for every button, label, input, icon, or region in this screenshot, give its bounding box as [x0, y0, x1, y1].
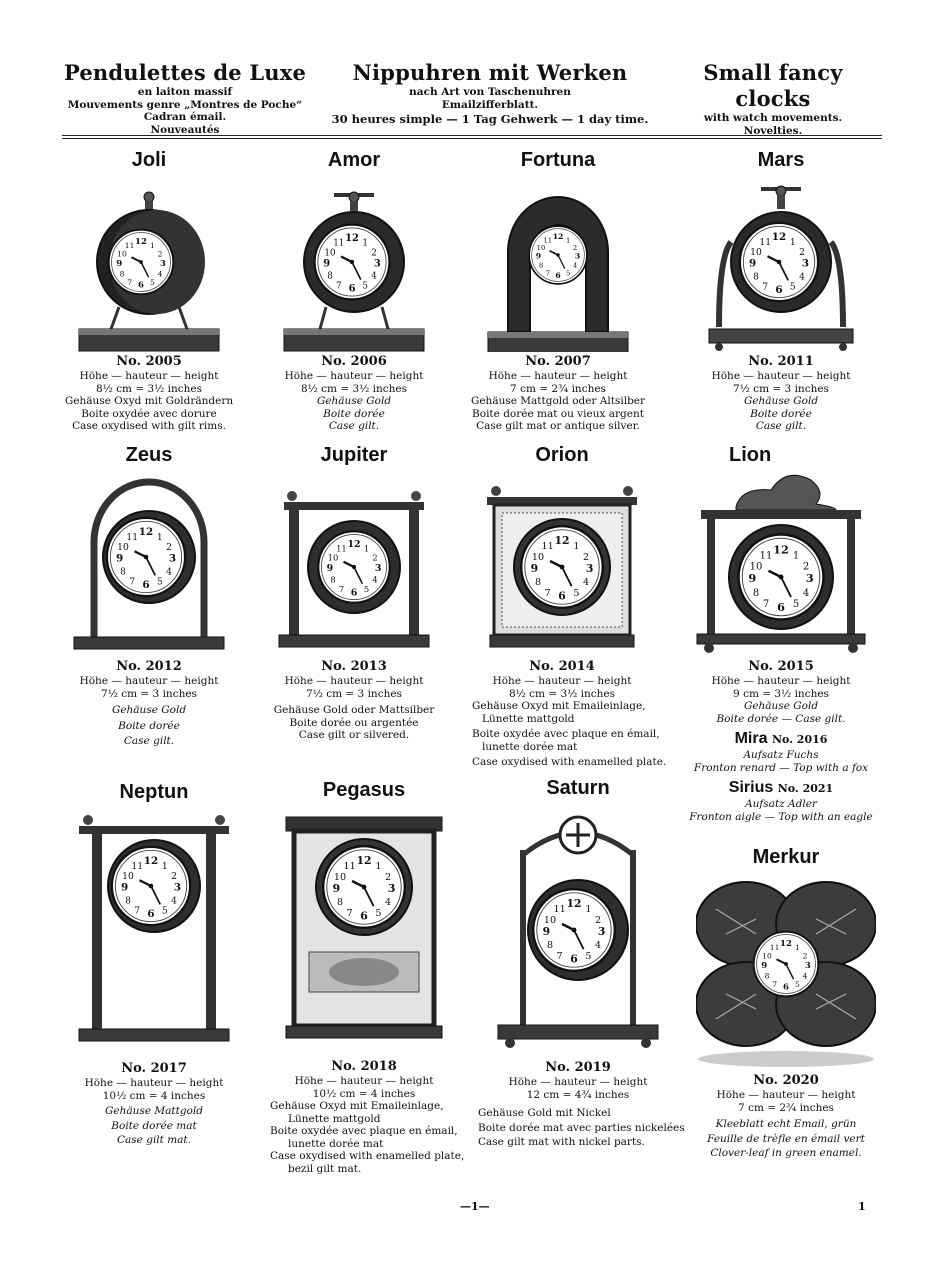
product-number: No. 2006 — [321, 354, 387, 369]
spec-line: Case gilt mat with nickel parts. — [478, 1136, 645, 1148]
spec-line: Höhe — hauteur — height — [79, 370, 219, 382]
spec-line: Boite oxydée avec plaque en émail, — [472, 728, 660, 740]
clock-merkur-icon — [696, 869, 876, 1071]
clock-pegasus-icon — [279, 802, 449, 1057]
product-name: Pegasus — [322, 779, 406, 801]
clock-saturn-icon — [493, 800, 663, 1058]
header-left-line: en laiton massif — [137, 86, 233, 98]
spec-line: lunette dorée mat — [482, 740, 578, 753]
spec-line: Lünette mattgold — [288, 1112, 381, 1125]
spec-line: Case oxydised with gilt rims. — [72, 420, 226, 432]
header-center-line: nach Art von Taschenuhren — [409, 86, 571, 98]
spec-line: Gehäuse Mattgold oder Altsilber — [470, 395, 646, 407]
spec-line: 7 cm = 2¾ inches — [510, 382, 606, 395]
extra-item-mira — [681, 729, 881, 749]
spec-line: Boite dorée mat — [111, 1119, 197, 1132]
spec-line: 7 cm = 2¾ inches — [738, 1101, 834, 1114]
spec-line: Case oxydised with enamelled plate, — [270, 1150, 465, 1162]
product-number: No. 2013 — [321, 659, 387, 674]
header-right-title: Small fancy clocks — [703, 60, 843, 111]
clock-joli-icon — [64, 172, 234, 352]
spec-line: Höhe — hauteur — height — [84, 1077, 224, 1089]
spec-line: 8½ cm = 3½ inches — [508, 687, 616, 700]
product-name: Lion — [729, 444, 772, 466]
product-card — [681, 148, 881, 433]
header-left — [60, 60, 310, 136]
product-card — [254, 443, 454, 742]
clock-jupiter-icon — [269, 467, 439, 657]
spec-line: Case gilt mat. — [116, 1134, 191, 1146]
clock-zeus-icon — [64, 467, 234, 657]
clock-neptun-icon — [69, 804, 239, 1059]
product-name: Saturn — [546, 777, 610, 799]
product-number: No. 2019 — [545, 1060, 611, 1075]
header-right-line: with watch movements. — [703, 112, 843, 124]
header-rule — [62, 135, 882, 136]
spec-line: 7½ cm = 3 inches — [101, 687, 197, 700]
header-left-title: Pendulettes de Luxe — [63, 60, 307, 85]
spec-line: Feuille de trèfle en émail vert — [707, 1132, 865, 1145]
spec-line: Gehäuse Oxyd mit Emaileinlage, — [270, 1100, 444, 1112]
product-card — [49, 443, 249, 748]
product-number: No. 2014 — [529, 659, 595, 674]
spec-line: 7½ cm = 3 inches — [733, 382, 829, 395]
header-left-line: Nouveautés — [150, 123, 220, 136]
spec-line: 10½ cm = 4 inches — [312, 1087, 416, 1100]
product-number: No. 2012 — [116, 659, 182, 674]
product-number: No. 2007 — [525, 354, 591, 369]
spec-line: Gehäuse Oxyd mit Emaileinlage, — [472, 700, 646, 712]
spec-line: Boite dorée mat ou vieux argent — [472, 407, 644, 420]
clock-mars-icon — [696, 172, 866, 352]
spec-line: Boite dorée mat avec parties nickelées — [478, 1121, 685, 1134]
spec-line: Case gilt. — [755, 420, 807, 432]
extra-line: Aufsatz Fuchs — [743, 749, 819, 761]
extra-item-sirius — [681, 778, 881, 798]
spec-line: 8½ cm = 3½ inches — [300, 382, 408, 395]
spec-line: Gehäuse Gold mit Nickel — [478, 1107, 611, 1119]
product-name: Neptun — [119, 781, 189, 803]
spec-line: Höhe — hauteur — height — [294, 1075, 434, 1087]
spec-line: Höhe — hauteur — height — [79, 675, 219, 687]
spec-line: Höhe — hauteur — height — [488, 370, 628, 382]
spec-line: bezil gilt mat. — [288, 1162, 362, 1175]
spec-line: 10½ cm = 4 inches — [102, 1089, 206, 1102]
product-card — [458, 148, 658, 433]
clock-orion-icon — [477, 467, 647, 657]
extra-line: Aufsatz Adler — [745, 798, 817, 810]
product-name: Orion — [535, 444, 589, 466]
spec-line: Höhe — hauteur — height — [711, 370, 851, 382]
product-card — [254, 148, 454, 433]
spec-line: 8½ cm = 3½ inches — [95, 382, 203, 395]
extra-name: Sirius — [728, 779, 774, 796]
spec-line: Kleeblatt echt Email, grün — [715, 1118, 857, 1130]
product-card — [478, 776, 685, 1149]
spec-line: Gehäuse Gold — [743, 700, 819, 712]
extra-name: Mira — [734, 730, 768, 747]
product-name: Jupiter — [320, 444, 388, 466]
product-card — [49, 148, 249, 433]
header-center-line: Emailzifferblatt. — [441, 98, 539, 111]
product-card — [264, 778, 464, 1175]
spec-line: Case gilt or silvered. — [298, 729, 410, 741]
spec-line: Höhe — hauteur — height — [492, 675, 632, 687]
clock-fortuna-icon — [473, 172, 643, 352]
spec-line: Clover-leaf in green enamel. — [710, 1147, 862, 1159]
product-number: No. 2005 — [116, 354, 182, 369]
spec-line: 9 cm = 3½ inches — [733, 687, 829, 700]
header-rule — [62, 138, 882, 139]
product-name: Fortuna — [520, 149, 596, 171]
spec-line: Boite dorée — Case gilt. — [716, 712, 846, 725]
spec-line: Höhe — hauteur — height — [508, 1076, 648, 1088]
spec-line: Höhe — hauteur — height — [284, 370, 424, 382]
product-name: Joli — [131, 149, 167, 171]
product-number: No. 2018 — [331, 1059, 397, 1074]
header-right-line: Novelties. — [743, 124, 803, 137]
spec-line: lunette dorée mat — [288, 1137, 384, 1150]
spec-line: 12 cm = 4¾ inches — [526, 1088, 630, 1101]
spec-line: Boite oxydée avec plaque en émail, — [270, 1125, 458, 1137]
extra-line: Fronton renard — Top with a fox — [693, 761, 869, 774]
spec-line: Höhe — hauteur — height — [711, 675, 851, 687]
spec-line: Case oxydised with enamelled plate. — [472, 756, 667, 768]
spec-line: Gehäuse Gold — [316, 395, 392, 407]
spec-line: Gehäuse Oxyd mit Goldrändern — [64, 395, 234, 407]
spec-line: Boite oxydée avec dorure — [81, 407, 217, 420]
spec-line: Boite dorée — [323, 407, 385, 420]
spec-line: Gehäuse Gold — [111, 704, 187, 716]
page-number-right: 1 — [858, 1200, 866, 1213]
product-card — [462, 443, 667, 769]
clock-amor-icon — [269, 172, 439, 352]
spec-line: Case gilt mat or antique silver. — [476, 420, 640, 432]
header-left-line: Mouvements genre „Montres de Poche“ — [67, 98, 303, 111]
product-name: Merkur — [752, 846, 820, 868]
product-name: Zeus — [125, 444, 173, 466]
header-center-title: Nippuhren mit Werken — [352, 60, 628, 85]
spec-line: Höhe — hauteur — height — [284, 675, 424, 687]
spec-line: Boite dorée — [118, 719, 180, 732]
page-number-center: —1— — [460, 1200, 490, 1213]
extra-number: No. 2021 — [777, 782, 834, 795]
product-number: No. 2020 — [753, 1073, 819, 1088]
product-number: No. 2017 — [121, 1061, 187, 1076]
spec-line: Gehäuse Gold oder Mattsilber — [273, 704, 435, 716]
product-number: No. 2011 — [748, 354, 814, 369]
spec-line: Höhe — hauteur — height — [716, 1089, 856, 1101]
product-card — [681, 443, 881, 823]
extra-number: No. 2016 — [771, 733, 828, 746]
clock-lion-icon — [691, 467, 871, 657]
spec-line: Boite dorée ou argentée — [289, 716, 419, 729]
spec-line: Boite dorée — [750, 407, 812, 420]
header-center — [320, 60, 660, 127]
header-center-line: 30 heures simple — 1 Tag Gehwerk — 1 day time. — [331, 112, 649, 126]
extra-line: Fronton aigle — Top with an eagle — [689, 810, 873, 823]
spec-line: Case gilt. — [123, 735, 175, 747]
spec-line: Gehäuse Mattgold — [105, 1105, 203, 1117]
header-right — [668, 60, 878, 137]
header-left-line: Cadran émail. — [143, 111, 227, 123]
product-card — [54, 780, 254, 1147]
product-card — [686, 845, 886, 1160]
product-number: No. 2015 — [748, 659, 814, 674]
product-name: Mars — [757, 149, 805, 171]
product-name: Amor — [327, 149, 381, 171]
spec-line: Lünette mattgold — [482, 712, 575, 725]
spec-line: Gehäuse Gold — [743, 395, 819, 407]
spec-line: Case gilt. — [328, 420, 380, 432]
spec-line: 7½ cm = 3 inches — [306, 687, 402, 700]
